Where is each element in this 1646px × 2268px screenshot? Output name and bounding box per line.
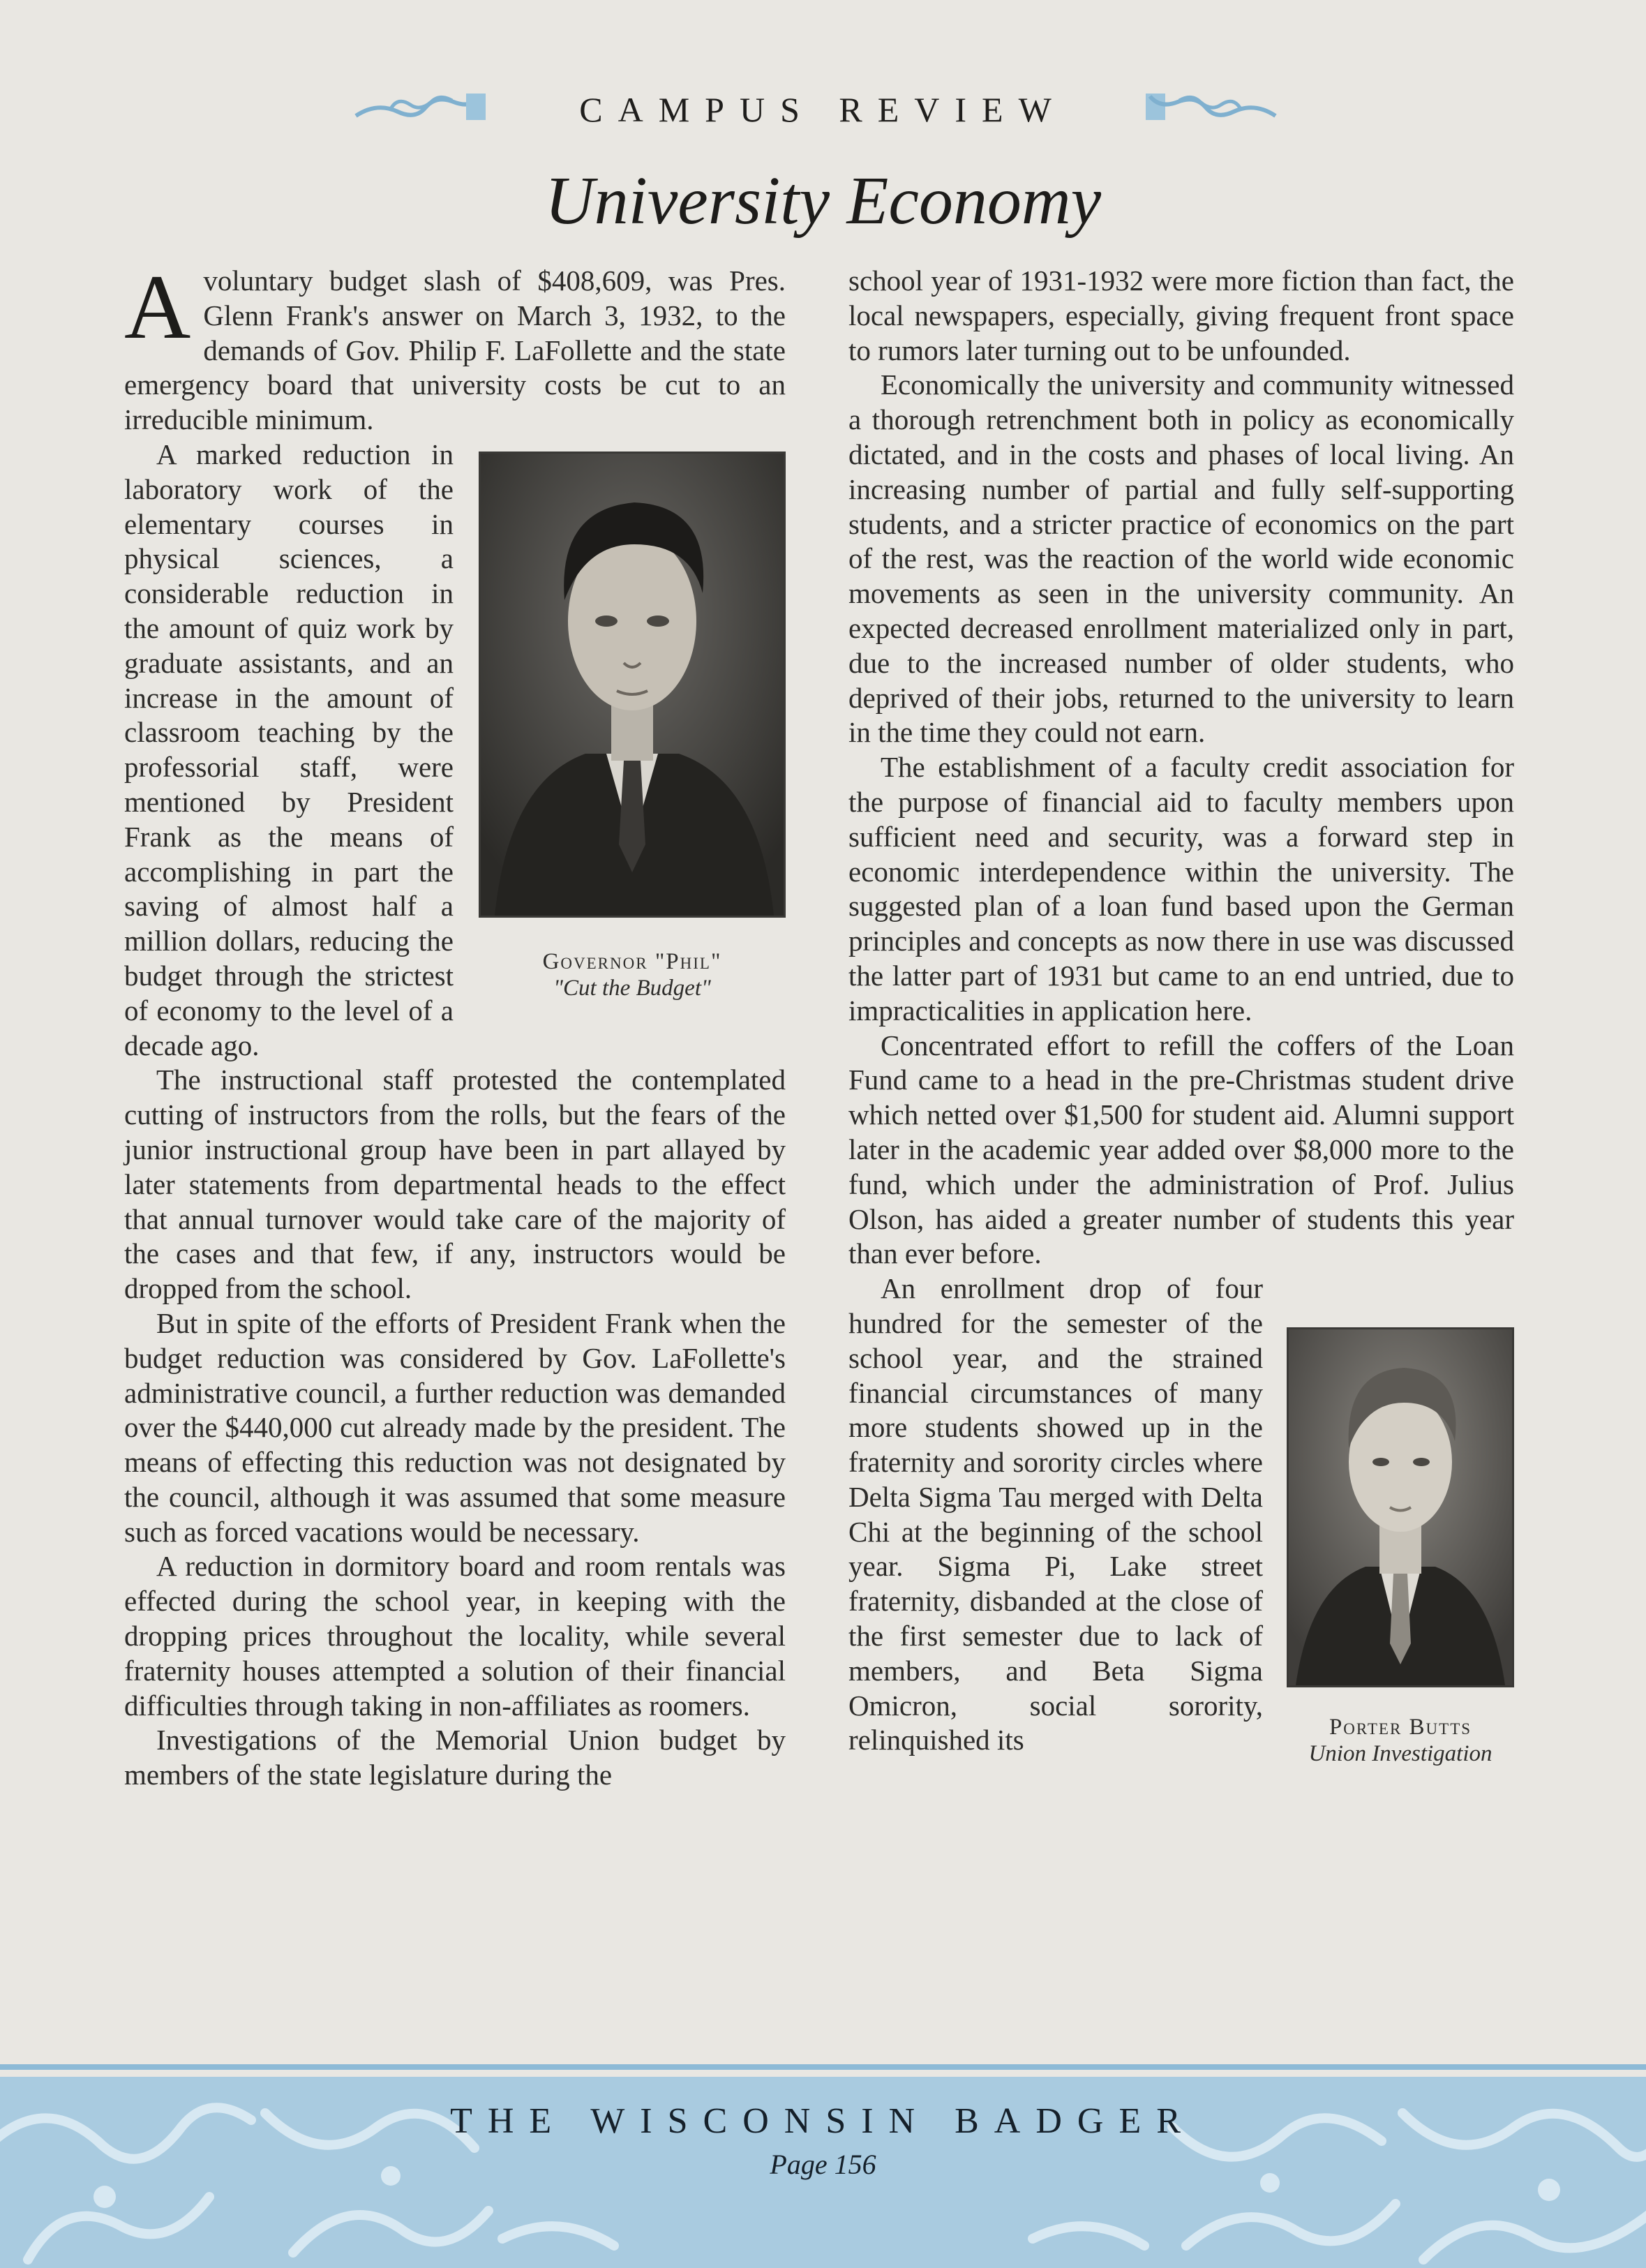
photo-figure-governor [479, 452, 786, 1001]
paragraph: An enrollment drop of four hundred for the semester of the school year, and the strained financial circumstances of many more students showed up in the fraternity and sorority circles where Delta Sigma Tau merged with Delta Chi at the beginning of the school year. Sigma Pi, Lake street fraternity, disbanded at the close of the first semester due to lack of members, and Beta Sigma Omicron, social sorority, relinquished its [848, 1272, 1263, 1756]
portrait-photo-butts [1287, 1327, 1514, 1687]
paragraph: A marked reduction in laboratory work of the elementary courses in physical sciences, a considerable reduction in the amount of quiz work by graduate assistants, and an increase in the amount of classroom teaching by the professorial staff, were mentioned by President Frank as the means of accomplishing in part the saving of almost half a million dollars, reducing the budget through the strictest of economy to the level of a decade ago. [124, 438, 454, 1061]
paragraph: Investigations of the Memorial Union budget by members of the state legislature during the [124, 1724, 786, 1791]
paragraph: The establishment of a faculty credit association for the purpose of financial aid to faculty members upon sufficient need and security, was a forward step in economic interdependence within the university. The suggested plan of a loan fund based upon the German principles and concepts as now there in use was discussed the latter part of 1931 but came to an end untried, due to impracticalities in application here. [848, 751, 1514, 1027]
paragraph: school year of 1931-1932 were more fiction than fact, the local newspapers, especially, giving frequent front space to rumors later turning out to be unfounded. [848, 264, 1514, 366]
left-column [124, 255, 786, 1793]
right-column [848, 264, 1514, 1771]
section-title: CAMPUS REVIEW [579, 90, 1067, 129]
paragraph: A reduction in dormitory board and room rentals was effected during the school year, in keeping with the dropping prices throughout the locality, while several fraternity houses attempted a solution of their financial difficulties through taking in non-affiliates as roomers. [124, 1550, 786, 1722]
publication-title: THE WISCONSIN BADGER [450, 2101, 1196, 2141]
page-number: Page 156 [770, 2149, 876, 2180]
portrait-governor-image [481, 454, 784, 916]
caption-subtitle: Union Investigation [1308, 1741, 1492, 1767]
photo-caption-butts [1287, 1714, 1514, 1767]
photo-figure-butts [1287, 1327, 1514, 1767]
paragraph: Economically the university and community witnessed a thorough retrenchment both in policy as economically dictated, and in the costs and phases of local living. An increasing number of partial and fully self-supporting students, and a stricter practice of economics on the part of the rest, was the reaction of the world wide economic movements as seen in the university community. An expected decreased enrollment materialized only in part, due to the increased number of older students, who deprived of their jobs, returned to the university to learn in the time they could not earn. [848, 368, 1514, 749]
portrait-photo-governor [479, 452, 786, 918]
caption-name: Governor "Phil" [542, 948, 722, 974]
paragraph [124, 255, 786, 438]
portrait-butts-image [1289, 1329, 1512, 1685]
paragraph: But in spite of the efforts of President Frank when the budget reduction was considered by Gov. LaFollette's administrative council, a further reduction was demanded over the $440,000 cut already made by the president. The means of effecting this reduction was not designated by the council, although it was assumed that some measure such as forced vacations would be necessary. [124, 1306, 786, 1548]
paragraph: Concentrated effort to refill the coffers of the Loan Fund came to a head in the pre-Christmas student drive which netted over $1,500 for student aid. Alumni support later in the academic year added over $8,000 more to the fund, which under the administration of Prof. Julius Olson, has aided a greater number of students this year than ever before. [848, 1029, 1514, 1270]
page-header [0, 89, 1646, 130]
photo-caption-governor [479, 948, 786, 1001]
paragraph-text: voluntary budget slash of $408,609, was Pres. Glenn Frank's answer on March 3, 1932, to the demands of Gov. Philip F. LaFollette and the state emergency board that university costs be cut to an irreducible minimum. [124, 264, 786, 436]
paragraph: The instructional staff protested the contemplated cutting of instructors from the rolls, but the fears of the junior instructional group have been in part allayed by later statements from departmental heads to the effect that annual turnover would take care of the majority of the cases and that few, if any, instructors would be dropped from the school. [124, 1064, 786, 1305]
caption-subtitle: "Cut the Budget" [553, 975, 711, 1001]
caption-name: Porter Butts [1329, 1715, 1472, 1740]
drop-cap: A [124, 255, 191, 358]
article-title: University Economy [544, 163, 1102, 239]
